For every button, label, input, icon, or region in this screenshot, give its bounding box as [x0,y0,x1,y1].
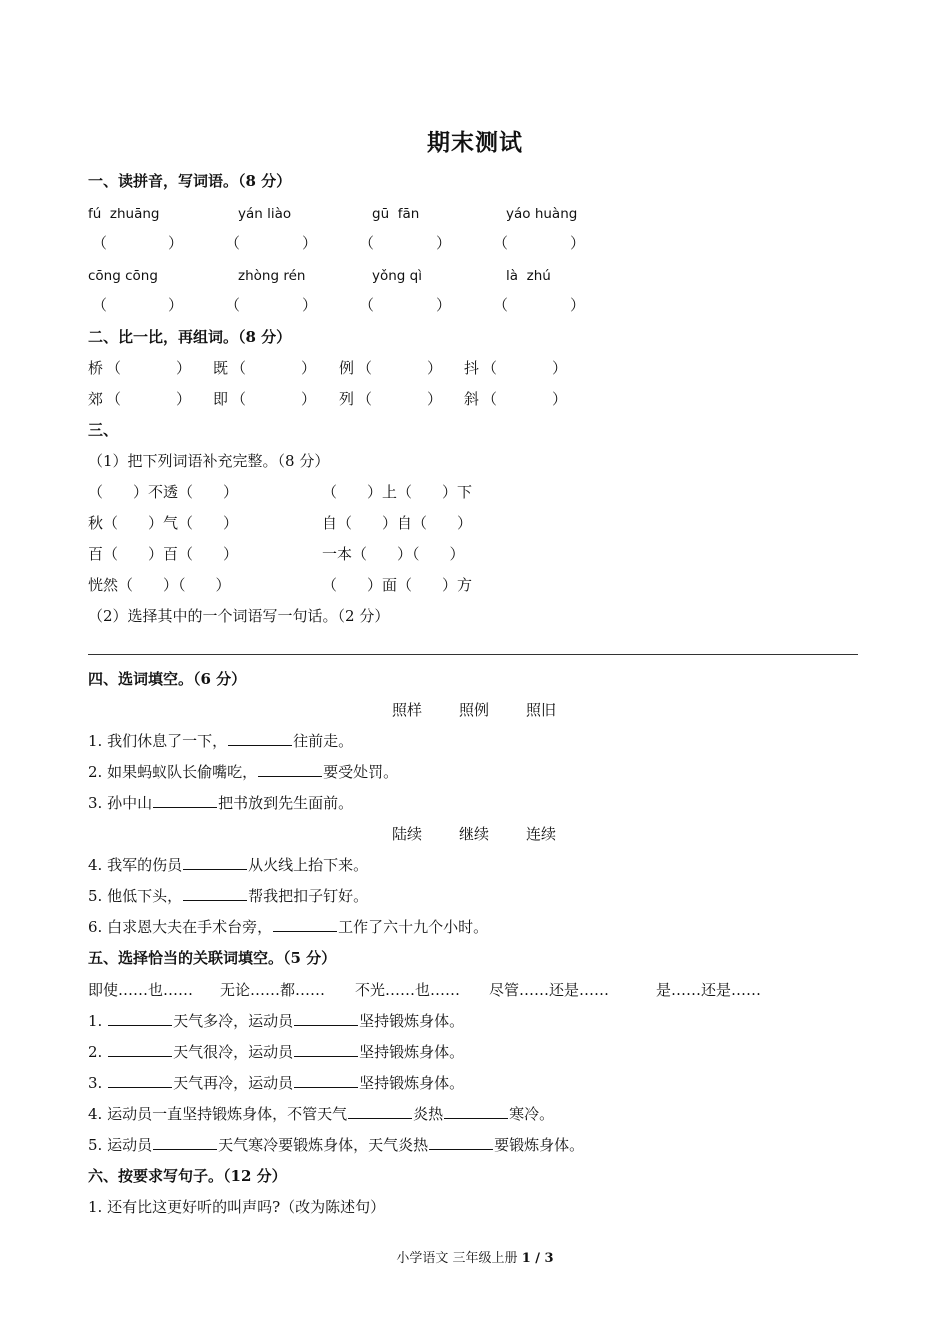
answer-box[interactable]: （ [493,234,509,252]
word-option: 照例 [459,701,490,719]
answer-box[interactable]: （ [482,390,498,408]
conjunction-option: 不光……也…… [355,981,461,999]
char-2: 既 [213,359,229,377]
fill-item: 2. 如果蚂蚁队长偷嘴吃， 要受处罚。 [88,763,399,781]
answer-box[interactable]: （ [482,359,498,377]
fill-item: 5. 运动员 天气寒冷要锻炼身体，天气炎热 要锻炼身体。 [88,1136,585,1154]
conjunction-option: 即使……也…… [88,981,194,999]
answer-box[interactable]: （ [231,390,247,408]
answer-box-close: ） [436,296,452,314]
pinyin-6: zhòng rén [238,268,306,284]
char-1: 桥 [88,359,104,377]
fill-item: 4. 我军的伤员 从火线上抬下来。 [88,856,369,874]
conjunction-option: 是……还是…… [656,981,762,999]
fill-blank[interactable] [429,1135,493,1150]
word-option: 继续 [459,825,490,843]
page-footer: 小学语文 三年级上册 1 / 3 [396,1251,554,1266]
fill-blank[interactable] [108,1073,172,1088]
answer-box-close: ） [301,390,317,408]
answer-box-close: ） [302,296,318,314]
answer-box[interactable]: （ [106,390,122,408]
answer-box-close: ） [570,296,586,314]
answer-box-close: ） [552,359,568,377]
answer-box-close: ） [436,234,452,252]
answer-box[interactable]: （ [231,359,247,377]
answer-box-close: ） [427,359,443,377]
page-title: 期末测试 [427,129,523,156]
section-6-question-1: 1. 还有比这更好听的叫声吗?（改为陈述句） [88,1198,386,1216]
idiom-fill[interactable]: 一本（ ）（ ） [322,545,465,563]
section-1-heading: 一、读拼音，写词语。（8 分） [88,172,292,190]
fill-item: 3. 孙中山 把书放到先生面前。 [88,794,354,812]
fill-blank[interactable] [294,1042,358,1057]
idiom-fill[interactable]: 百（ ）百（ ） [88,545,239,563]
conjunction-option: 无论……都…… [220,981,326,999]
answer-box-close: ） [427,390,443,408]
fill-blank[interactable] [258,762,322,777]
answer-box[interactable]: （ [359,296,375,314]
char-4: 抖 [464,359,480,377]
idiom-fill[interactable]: （ ）面（ ）方 [322,576,473,594]
answer-box-close: ） [302,234,318,252]
answer-box-close: ） [168,296,184,314]
idiom-fill[interactable]: 自（ ）自（ ） [322,514,473,532]
word-option: 陆续 [392,825,423,843]
section-2-heading: 二、比一比，再组词。（8 分） [88,328,292,346]
char-5: 郊 [88,390,104,408]
fill-blank[interactable] [183,886,247,901]
fill-blank[interactable] [153,1135,217,1150]
answer-box-close: ） [570,234,586,252]
section-3-question-1: （1）把下列词语补充完整。（8 分） [88,452,330,470]
answer-box[interactable]: （ [92,234,108,252]
fill-item: 3. 天气再冷，运动员 坚持锻炼身体。 [88,1074,465,1092]
answer-box[interactable]: （ [225,296,241,314]
fill-blank[interactable] [153,793,217,808]
fill-blank[interactable] [273,917,337,932]
answer-box[interactable]: （ [493,296,509,314]
idiom-fill[interactable]: （ ）上（ ）下 [322,483,473,501]
answer-box[interactable]: （ [225,234,241,252]
pinyin-8: là zhú [506,268,551,284]
char-7: 列 [339,390,355,408]
fill-blank[interactable] [294,1073,358,1088]
fill-item: 5. 他低下头， 帮我把扣子钉好。 [88,887,369,905]
fill-blank[interactable] [108,1011,172,1026]
fill-blank[interactable] [183,855,247,870]
section-3-question-2: （2）选择其中的一个词语写一句话。（2 分） [88,607,390,625]
fill-blank[interactable] [348,1104,412,1119]
answer-box-close: ） [176,359,192,377]
answer-box[interactable]: （ [106,359,122,377]
section-5-heading: 五、选择恰当的关联词填空。（5 分） [88,949,337,967]
word-option: 照旧 [526,701,557,719]
section-3-heading: 三、 [88,421,119,439]
fill-blank[interactable] [108,1042,172,1057]
fill-item: 4. 运动员一直坚持锻炼身体，不管天气 炎热 寒冷。 [88,1105,555,1123]
answer-box-close: ） [552,390,568,408]
fill-blank[interactable] [228,731,292,746]
pinyin-2: yán liào [238,206,292,222]
word-option: 连续 [526,825,557,843]
answer-box-close: ） [176,390,192,408]
answer-box[interactable]: （ [359,234,375,252]
char-8: 斜 [464,390,480,408]
section-4-heading: 四、选词填空。（6 分） [88,670,247,688]
fill-item: 1. 我们休息了一下， 往前走。 [88,732,354,750]
answer-box-close: ） [168,234,184,252]
fill-item: 1. 天气多冷，运动员 坚持锻炼身体。 [88,1012,465,1030]
pinyin-5: cōng cōng [88,268,158,284]
answer-box[interactable]: （ [92,296,108,314]
pinyin-1: fú zhuāng [88,206,160,222]
idiom-fill[interactable]: 恍然（ ）（ ） [88,576,231,594]
page-number: 1 / 3 [521,1251,554,1266]
pinyin-4: yáo huàng [506,206,578,222]
answer-line[interactable] [88,654,858,655]
pinyin-3: gū fān [372,206,420,222]
fill-blank[interactable] [294,1011,358,1026]
answer-box-close: ） [301,359,317,377]
answer-box[interactable]: （ [357,390,373,408]
fill-blank[interactable] [444,1104,508,1119]
char-6: 即 [213,390,229,408]
word-option: 照样 [392,701,423,719]
answer-box[interactable]: （ [357,359,373,377]
char-3: 例 [339,359,355,377]
idiom-fill[interactable]: 秋（ ）气（ ） [88,514,239,532]
idiom-fill[interactable]: （ ）不透（ ） [88,483,239,501]
pinyin-7: yǒng qì [372,268,422,284]
section-6-heading: 六、按要求写句子。（12 分） [88,1167,287,1185]
conjunction-option: 尽管……还是…… [489,981,610,999]
fill-item: 6. 白求恩大夫在手术台旁， 工作了六十九个小时。 [88,918,489,936]
fill-item: 2. 天气很冷，运动员 坚持锻炼身体。 [88,1043,465,1061]
